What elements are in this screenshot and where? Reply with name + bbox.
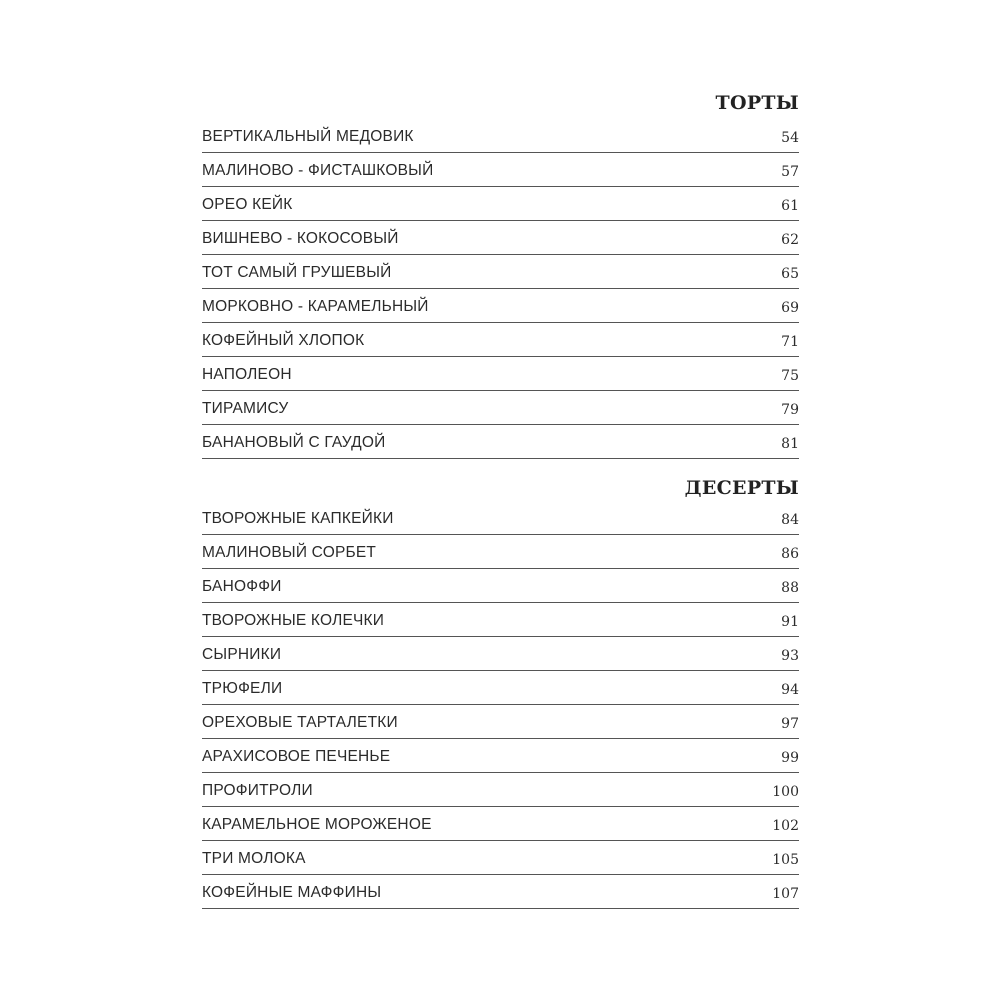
toc-entry-title: ТОТ САМЫЙ ГРУШЕВЫЙ — [202, 264, 392, 281]
toc-entry-title: ТРИ МОЛОКА — [202, 850, 306, 867]
toc-entry-page-number: 79 — [781, 402, 799, 418]
toc-entry[interactable] — [202, 255, 799, 289]
toc-entry[interactable] — [202, 739, 799, 773]
toc-entry-page-number: 105 — [772, 852, 799, 868]
toc-entry[interactable] — [202, 637, 799, 671]
toc-entry-title: ВИШНЕВО - КОКОСОВЫЙ — [202, 230, 399, 247]
toc-entry-title: БАНОФФИ — [202, 578, 282, 595]
toc-entry[interactable] — [202, 705, 799, 739]
toc-entry-title: ТВОРОЖНЫЕ КОЛЕЧКИ — [202, 612, 385, 629]
toc-entry-title: МАЛИНОВО - ФИСТАШКОВЫЙ — [202, 162, 434, 179]
section-heading: ДЕСЕРТЫ — [684, 477, 799, 499]
toc-entry-title: АРАХИСОВОЕ ПЕЧЕНЬЕ — [202, 748, 391, 765]
toc-entry-page-number: 57 — [781, 164, 799, 180]
toc-entry-title: СЫРНИКИ — [202, 646, 282, 663]
toc-entry-page-number: 91 — [781, 614, 799, 630]
toc-entry[interactable] — [202, 323, 799, 357]
toc-entry-page-number: 62 — [781, 232, 799, 248]
toc-entry-page-number: 107 — [772, 886, 799, 902]
toc-entry[interactable] — [202, 773, 799, 807]
toc-entry-title: КОФЕЙНЫЕ МАФФИНЫ — [202, 884, 382, 901]
toc-entry-title: БАНАНОВЫЙ С ГАУДОЙ — [202, 434, 386, 451]
toc-entry[interactable] — [202, 153, 799, 187]
toc-entry-page-number: 97 — [781, 716, 799, 732]
toc-entry[interactable] — [202, 807, 799, 841]
toc-entry[interactable] — [202, 425, 799, 459]
toc-entry[interactable] — [202, 841, 799, 875]
toc-entry[interactable] — [202, 603, 799, 637]
toc-entry-page-number: 54 — [781, 130, 799, 146]
toc-entry-title: НАПОЛЕОН — [202, 366, 292, 383]
toc-entry-page-number: 75 — [781, 368, 799, 384]
toc-entry-page-number: 71 — [781, 334, 799, 350]
toc-entry-title: ТИРАМИСУ — [202, 400, 289, 417]
toc-entry-title: КАРАМЕЛЬНОЕ МОРОЖЕНОЕ — [202, 816, 432, 833]
toc-entry-page-number: 86 — [781, 546, 799, 562]
toc-entry[interactable] — [202, 875, 799, 909]
toc-entry-title: ОРЕХОВЫЕ ТАРТАЛЕТКИ — [202, 714, 398, 731]
toc-entry-title: МАЛИНОВЫЙ СОРБЕТ — [202, 544, 377, 561]
toc-entry-title: ТВОРОЖНЫЕ КАПКЕЙКИ — [202, 510, 394, 527]
toc-entry-page-number: 88 — [781, 580, 799, 596]
toc-entry[interactable] — [202, 535, 799, 569]
toc-entry-title: МОРКОВНО - КАРАМЕЛЬНЫЙ — [202, 298, 429, 315]
toc-entry[interactable] — [202, 569, 799, 603]
toc-entry[interactable] — [202, 119, 799, 153]
toc-entry-page-number: 69 — [781, 300, 799, 316]
toc-entry[interactable] — [202, 187, 799, 221]
toc-entry-page-number: 102 — [772, 818, 799, 834]
toc-entry-title: КОФЕЙНЫЙ ХЛОПОК — [202, 332, 365, 349]
toc-entry-page-number: 94 — [781, 682, 799, 698]
toc-entry-page-number: 81 — [781, 436, 799, 452]
toc-entry[interactable] — [202, 357, 799, 391]
toc-entry-title: ОРЕО КЕЙК — [202, 196, 293, 213]
toc-entry-page-number: 99 — [781, 750, 799, 766]
toc-entry[interactable] — [202, 391, 799, 425]
toc-entry-title: ВЕРТИКАЛЬНЫЙ МЕДОВИК — [202, 128, 414, 145]
toc-entry-page-number: 100 — [772, 784, 799, 800]
toc-entry-page-number: 65 — [781, 266, 799, 282]
toc-entry[interactable] — [202, 289, 799, 323]
toc-entry-page-number: 61 — [781, 198, 799, 214]
toc-entry[interactable] — [202, 221, 799, 255]
toc-entry-title: ПРОФИТРОЛИ — [202, 782, 313, 799]
toc-entry[interactable] — [202, 501, 799, 535]
toc-entry-page-number: 93 — [781, 648, 799, 664]
section-heading: ТОРТЫ — [715, 92, 799, 114]
toc-entry-title: ТРЮФЕЛИ — [202, 680, 283, 697]
toc-entry-page-number: 84 — [781, 512, 799, 528]
toc-entry[interactable] — [202, 671, 799, 705]
